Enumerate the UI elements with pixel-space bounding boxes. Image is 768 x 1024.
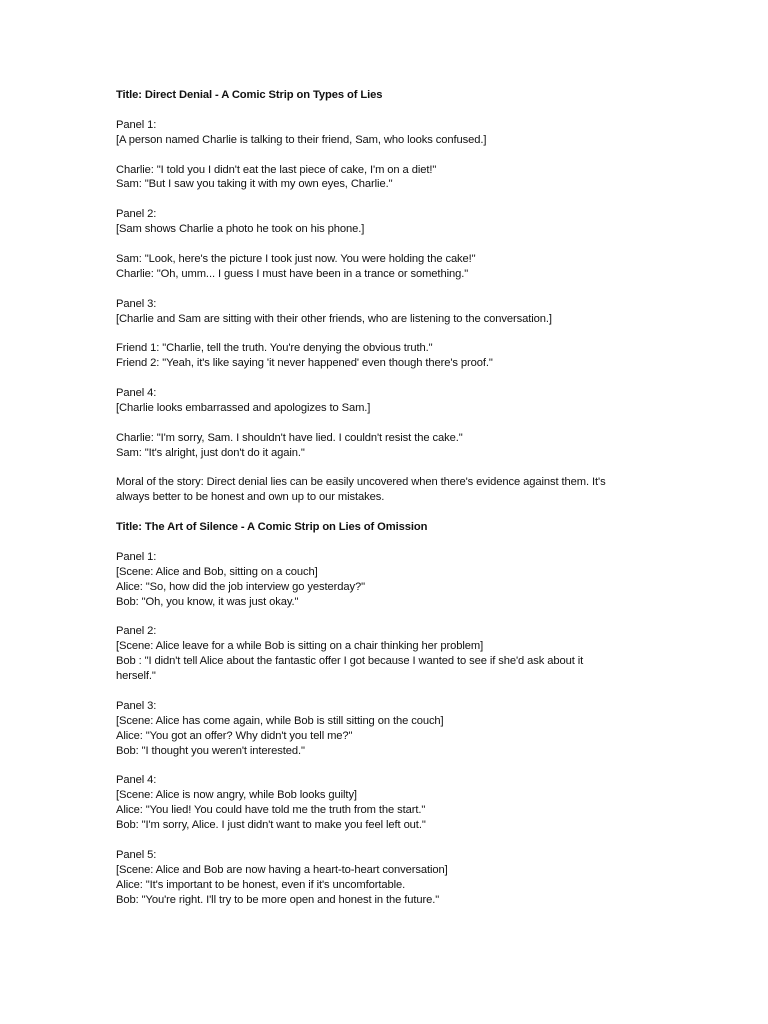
panel-heading: Panel 3: — [116, 699, 157, 712]
dialogue-line: Friend 2: "Yeah, it's like saying 'it never happened' even though there's proof." — [116, 357, 493, 370]
dialogue-line: Sam: "But I saw you taking it with my own eyes, Charlie." — [116, 178, 393, 191]
moral-line: Moral of the story: Direct denial lies can be easily uncovered when there's evidence against them. It's — [116, 476, 606, 489]
dialogue-line: Sam: "Look, here's the picture I took just now. You were holding the cake!" — [116, 252, 476, 265]
panel-line: Alice: "You got an offer? Why didn't you tell me?" — [116, 729, 353, 742]
panel-description: [Charlie and Sam are sitting with their other friends, who are listening to the conversation.] — [116, 312, 552, 325]
panel-heading: Panel 1: — [116, 550, 157, 563]
panel-heading: Panel 2: — [116, 625, 157, 638]
panel-heading: Panel 2: — [116, 208, 157, 221]
panel-line: Bob: "I'm sorry, Alice. I just didn't want to make you feel left out." — [116, 819, 426, 832]
moral-line: always better to be honest and own up to our mistakes. — [116, 491, 385, 504]
document-page — [116, 88, 656, 908]
panel-line: [Scene: Alice leave for a while Bob is sitting on a chair thinking her problem] — [116, 640, 484, 653]
panel-heading: Panel 4: — [116, 774, 157, 787]
dialogue-line: Charlie: "Oh, umm... I guess I must have been in a trance or something." — [116, 267, 469, 280]
dialogue-line: Charlie: "I'm sorry, Sam. I shouldn't have lied. I couldn't resist the cake." — [116, 431, 463, 444]
panel-line: Alice: "So, how did the job interview go yesterday?" — [116, 580, 366, 593]
dialogue-line: Friend 1: "Charlie, tell the truth. You're denying the obvious truth." — [116, 342, 433, 355]
panel-line: [Scene: Alice is now angry, while Bob looks guilty] — [116, 789, 357, 802]
panel-line: Alice: "It's important to be honest, even if it's uncomfortable. — [116, 878, 406, 891]
panel-heading: Panel 5: — [116, 848, 157, 861]
panel-line: Bob: "You're right. I'll try to be more open and honest in the future." — [116, 893, 440, 906]
panel-line: herself." — [116, 670, 156, 683]
dialogue-line: Sam: "It's alright, just don't do it again." — [116, 446, 305, 459]
panel-description: [Charlie looks embarrassed and apologizes to Sam.] — [116, 401, 371, 414]
panel-description: [A person named Charlie is talking to their friend, Sam, who looks confused.] — [116, 133, 487, 146]
panel-line: Bob : "I didn't tell Alice about the fantastic offer I got because I wanted to see if she'd ask about it — [116, 655, 584, 668]
panel-description: [Sam shows Charlie a photo he took on his phone.] — [116, 223, 365, 236]
section-title: Title: Direct Denial - A Comic Strip on Types of Lies — [116, 89, 383, 101]
panel-line: Bob: "Oh, you know, it was just okay." — [116, 595, 299, 608]
panel-heading: Panel 3: — [116, 297, 157, 310]
panel-line: Alice: "You lied! You could have told me the truth from the start." — [116, 804, 426, 817]
panel-heading: Panel 1: — [116, 118, 157, 131]
panel-line: [Scene: Alice has come again, while Bob is still sitting on the couch] — [116, 714, 444, 727]
panel-heading: Panel 4: — [116, 387, 157, 400]
panel-line: Bob: "I thought you weren't interested." — [116, 744, 305, 757]
panel-line: [Scene: Alice and Bob are now having a heart-to-heart conversation] — [116, 863, 448, 876]
panel-line: [Scene: Alice and Bob, sitting on a couch] — [116, 565, 318, 578]
dialogue-line: Charlie: "I told you I didn't eat the last piece of cake, I'm on a diet!" — [116, 163, 437, 176]
section-title: Title: The Art of Silence - A Comic Strip on Lies of Omission — [116, 521, 428, 534]
